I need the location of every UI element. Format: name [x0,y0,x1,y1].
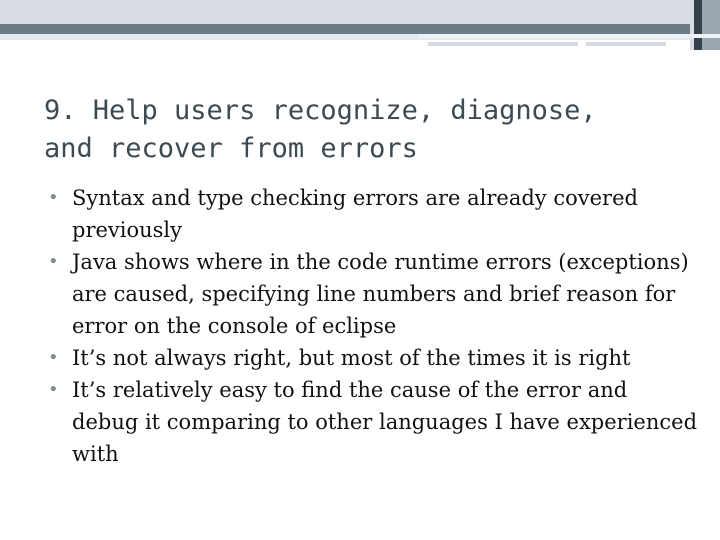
bullet-list [40,182,700,470]
bullet-dot: • [48,251,59,272]
bullet-text: Java shows where in the code runtime errors (exceptions) are caused, specifying line numbers and brief reason for error on the console of eclipse [72,250,689,338]
header-right-block-thin [690,0,694,50]
header-stripe-2 [586,42,666,46]
bullet-item [40,374,700,470]
bullet-item [40,246,700,342]
header-right-block-light [702,0,720,50]
bullet-text: It’s not always right, but most of the times it is right [72,346,631,370]
slide-header-decoration [0,0,720,60]
header-band-dark [0,24,720,34]
bullet-text: It’s relatively easy to find the cause of the error and debug it comparing to other languages I have experienced with [72,378,698,466]
bullet-item [40,182,700,246]
slide-title: 9. Help users recognize, diagnose, and recover from errors [44,95,597,164]
bullet-text: Syntax and type checking errors are already covered previously [72,186,638,242]
header-right-block-dark [694,0,702,50]
header-stripe-top [418,34,720,38]
bullet-dot: • [48,347,59,368]
bullet-dot: • [48,379,59,400]
bullet-item [40,342,700,374]
header-band-light [0,0,720,24]
header-stripe-1 [428,42,578,46]
bullet-dot: • [48,187,59,208]
